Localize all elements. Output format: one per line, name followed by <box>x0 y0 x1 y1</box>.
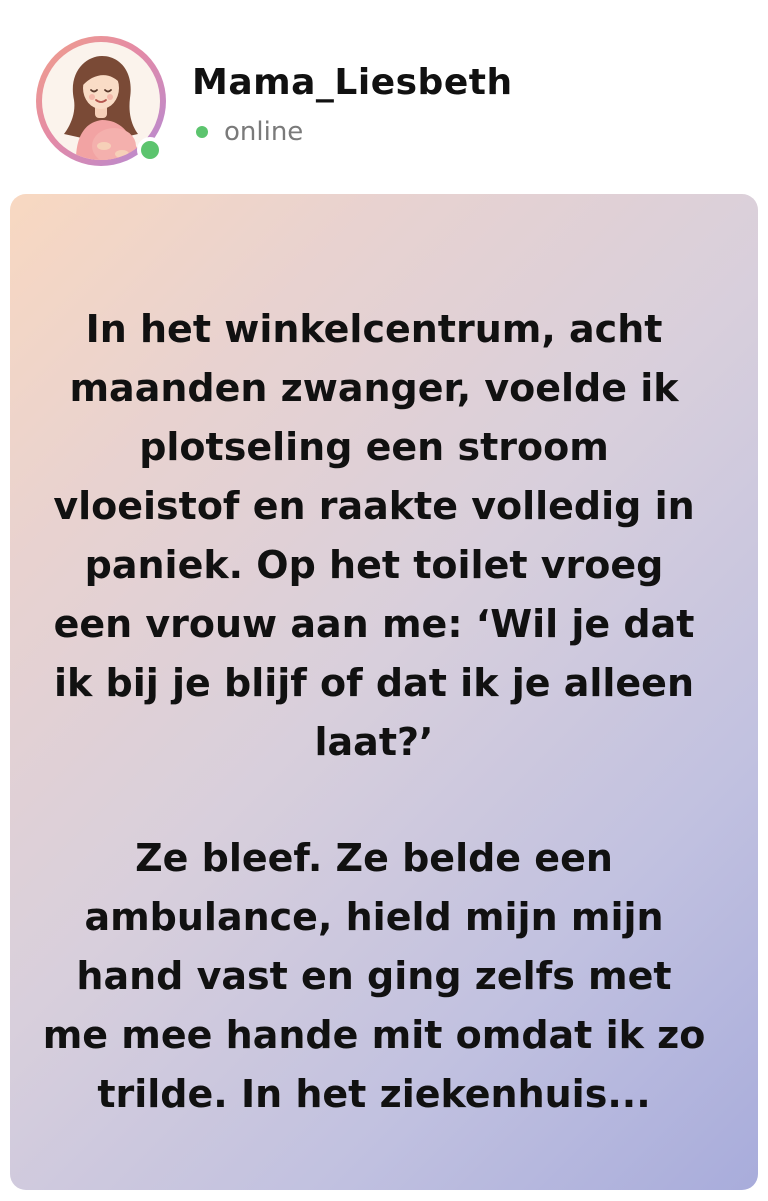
online-indicator-icon <box>137 137 163 163</box>
status-dot-icon <box>196 126 208 138</box>
online-status <box>196 114 303 150</box>
username[interactable]: Mama_Liesbeth <box>192 62 513 103</box>
post-paragraph-1: In het winkelcentrum, acht maanden zwanger, voelde ik plotseling een stroom vloeistof en raakte volledig in paniek. Op het toilet vroeg een vrouw aan me: ‘Wil je dat ik bij je blijf of dat ik je alleen laat?’ <box>53 307 695 764</box>
profile-header <box>0 0 768 190</box>
post-paragraph-2: Ze bleef. Ze belde een ambulance, hield mijn mijn hand vast en ging zelfs met me mee hande mit omdat ik zo trilde. In het ziekenhuis... <box>42 836 706 1116</box>
status-label: online <box>224 117 304 147</box>
